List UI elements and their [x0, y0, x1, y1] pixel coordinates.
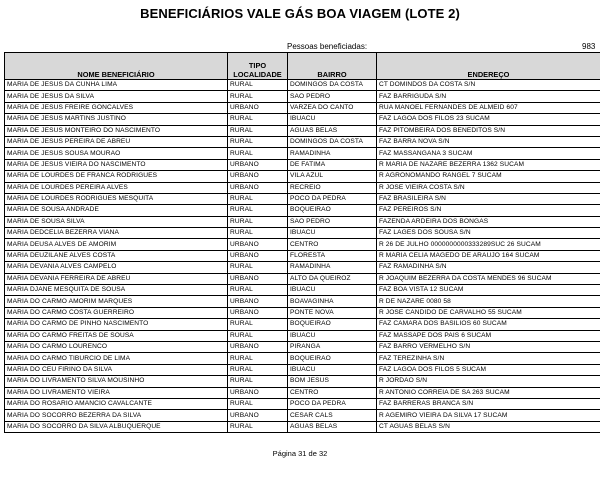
cell-neighborhood: BOM JESUS [288, 376, 377, 387]
cell-locality-type: URBANO [228, 182, 288, 193]
cell-address: R DE NAZARE 0080 58 [377, 296, 600, 307]
cell-name: MARIA DE SOUSA SILVA [5, 216, 228, 227]
cell-address: R JORDAO S/N [377, 376, 600, 387]
table-row [5, 398, 600, 409]
cell-address: CT DOMINDOS DA COSTA S/N [377, 80, 600, 91]
cell-name: MARIA DO CARMO FREITAS DE SOUSA [5, 330, 228, 341]
cell-neighborhood: DE FATIMA [288, 159, 377, 170]
table-row [5, 410, 600, 421]
cell-neighborhood: FLORESTA [288, 250, 377, 261]
table-row [5, 330, 600, 341]
cell-locality-type: RURAL [228, 421, 288, 432]
table-row [5, 421, 600, 432]
table-row [5, 273, 600, 284]
cell-address: FAZ MASSAPE DOS PAIS 6 SUCAM [377, 330, 600, 341]
table-row [5, 182, 600, 193]
cell-locality-type: RURAL [228, 193, 288, 204]
cell-neighborhood: BOQUEIRAO [288, 319, 377, 330]
cell-address: FAZ LAGOA DOS FILOS 5 SUCAM [377, 364, 600, 375]
cell-address: RUA MANOEL FERNANDES DE ALMEID 607 [377, 102, 600, 113]
cell-name: MARIA DE JESUS DA SILVA [5, 91, 228, 102]
table-row [5, 216, 600, 227]
cell-name: MARIA DEUZILANE ALVES COSTA [5, 250, 228, 261]
cell-name: MARIA DO LIVRAMENTO VIEIRA [5, 387, 228, 398]
cell-neighborhood: BOQUEIRAO [288, 353, 377, 364]
beneficiaries-table [4, 52, 600, 433]
cell-neighborhood: ALTO DA QUEIROZ [288, 273, 377, 284]
cell-address: FAZ TEREZINHA S/N [377, 353, 600, 364]
cell-address: FAZ BARRA NOVA S/N [377, 136, 600, 147]
table-row [5, 228, 600, 239]
cell-name: MARIA DO CARMO DE PINHO NASCIMENTO [5, 319, 228, 330]
cell-name: MARIA DO SOCORRO DA SILVA ALBUQUERQUE [5, 421, 228, 432]
cell-address: R 26 DE JULHO 0000000000333289SUC 26 SUCAM [377, 239, 600, 250]
cell-neighborhood: VILA AZUL [288, 171, 377, 182]
cell-address: R MARIA CELIA MAGEDO DE ARAUJO 164 SUCAM [377, 250, 600, 261]
cell-address: FAZ LAGES DOS SOUSA S/N [377, 228, 600, 239]
cell-address: FAZ MASSANGANA 3 SUCAM [377, 148, 600, 159]
cell-locality-type: RURAL [228, 91, 288, 102]
cell-name: MARIA DO CEU FIRINO DA SILVA [5, 364, 228, 375]
table-row [5, 239, 600, 250]
cell-neighborhood: BOQUEIRAO [288, 205, 377, 216]
cell-address: FAZ BARRERAS BRANCA S/N [377, 398, 600, 409]
cell-name: MARIA DO CARMO TIBURCIO DE LIMA [5, 353, 228, 364]
table-row [5, 262, 600, 273]
cell-name: MARIA DE LOURDES PEREIRA ALVES [5, 182, 228, 193]
page-title: BENEFICIÁRIOS VALE GÁS BOA VIAGEM (LOTE 2) [140, 6, 460, 21]
cell-locality-type: URBANO [228, 341, 288, 352]
table-row [5, 193, 600, 204]
cell-address: R JOSE CANDIDO DE CARVALHO 55 SUCAM [377, 307, 600, 318]
cell-address: FAZ PITOMBEIRA DOS BENEDITOS S/N [377, 125, 600, 136]
table-row [5, 148, 600, 159]
cell-neighborhood: POCO DA PEDRA [288, 193, 377, 204]
table-row [5, 102, 600, 113]
cell-locality-type: RURAL [228, 285, 288, 296]
cell-neighborhood: RAMADINHA [288, 148, 377, 159]
cell-name: MARIA DE JESUS SOUSA MOURAO [5, 148, 228, 159]
table-row [5, 285, 600, 296]
cell-neighborhood: SAO PEDRO [288, 216, 377, 227]
table-row [5, 341, 600, 352]
cell-address: FAZ RAMADINHA S/N [377, 262, 600, 273]
cell-address: CT AGUAS BELAS S/N [377, 421, 600, 432]
table-row [5, 125, 600, 136]
cell-neighborhood: VARZEA DO CANTO [288, 102, 377, 113]
cell-neighborhood: IBUACU [288, 285, 377, 296]
page-number: Página 31 de 32 [272, 449, 328, 458]
column-header-neighborhood: BAIRRO [288, 53, 377, 80]
cell-name: MARIA DEVANIA FERREIRA DE ABREU [5, 273, 228, 284]
cell-locality-type: URBANO [228, 307, 288, 318]
cell-address: R JOSE VIEIRA COSTA S/N [377, 182, 600, 193]
cell-name: MARIA DEVANIA ALVES CAMPELO [5, 262, 228, 273]
cell-locality-type: RURAL [228, 228, 288, 239]
cell-neighborhood: PONTE NOVA [288, 307, 377, 318]
cell-address: FAZ LAGOA DOS FILOS 23 SUCAM [377, 114, 600, 125]
cell-locality-type: RURAL [228, 262, 288, 273]
cell-locality-type: RURAL [228, 376, 288, 387]
cell-address: FAZ CAMARA DOS BASILIOS 60 SUCAM [377, 319, 600, 330]
cell-neighborhood: PIRANGA [288, 341, 377, 352]
cell-neighborhood: IBUACU [288, 330, 377, 341]
table-row [5, 114, 600, 125]
table-row [5, 387, 600, 398]
cell-address: R MARIA DE NAZARE BEZERRA 1362 SUCAM [377, 159, 600, 170]
cell-name: MARIA DE JESUS PEREIRA DE ABREU [5, 136, 228, 147]
table-row [5, 136, 600, 147]
cell-locality-type: URBANO [228, 410, 288, 421]
cell-neighborhood: DOMINGOS DA COSTA [288, 80, 377, 91]
cell-name: MARIA DEDCELIA BEZERRA VIANA [5, 228, 228, 239]
cell-locality-type: RURAL [228, 216, 288, 227]
table-header-row [5, 53, 600, 80]
cell-address: FAZ PEREIROS S/N [377, 205, 600, 216]
cell-locality-type: URBANO [228, 250, 288, 261]
table-row [5, 80, 600, 91]
cell-locality-type: RURAL [228, 364, 288, 375]
table-row [5, 307, 600, 318]
cell-name: MARIA DE JESUS MARTINS JUSTINO [5, 114, 228, 125]
cell-locality-type: URBANO [228, 102, 288, 113]
cell-neighborhood: AGUAS BELAS [288, 421, 377, 432]
cell-name: MARIA DO CARMO COSTA GUERREIRO [5, 307, 228, 318]
cell-neighborhood: DOMINGOS DA COSTA [288, 136, 377, 147]
cell-locality-type: URBANO [228, 239, 288, 250]
table-row [5, 376, 600, 387]
cell-name: MARIA DE JESUS VIEIRA DO NASCIMENTO [5, 159, 228, 170]
cell-locality-type: RURAL [228, 125, 288, 136]
cell-locality-type: RURAL [228, 205, 288, 216]
cell-neighborhood: AGUAS BELAS [288, 125, 377, 136]
cell-name: MARIA DE JESUS DA CUNHA LIMA [5, 80, 228, 91]
cell-address: R AGEMIRO VIEIRA DA SILVA 17 SUCAM [377, 410, 600, 421]
cell-name: MARIA DO LIVRAMENTO SILVA MOUSINHO [5, 376, 228, 387]
cell-locality-type: RURAL [228, 398, 288, 409]
cell-neighborhood: POCO DA PEDRA [288, 398, 377, 409]
cell-name: MARIA DO CARMO LOURENCO [5, 341, 228, 352]
cell-address: FAZ BOA VISTA 12 SUCAM [377, 285, 600, 296]
cell-neighborhood: BOAVAGINHA [288, 296, 377, 307]
cell-locality-type: URBANO [228, 159, 288, 170]
cell-name: MARIA DEUSA ALVES DE AMORIM [5, 239, 228, 250]
column-header-locality-type: TIPO LOCALIDADE [228, 53, 288, 80]
table-row [5, 353, 600, 364]
cell-address: FAZ BARRO VERMELHO S/N [377, 341, 600, 352]
beneficiaries-label: Pessoas beneficiadas: [287, 42, 368, 51]
cell-locality-type: URBANO [228, 273, 288, 284]
cell-name: MARIA DJANE MESQUITA DE SOUSA [5, 285, 228, 296]
cell-address: FAZ BRASILEIRA S/N [377, 193, 600, 204]
cell-locality-type: RURAL [228, 136, 288, 147]
cell-name: MARIA DE LOURDES RODRIGUES MESQUITA [5, 193, 228, 204]
cell-neighborhood: IBUACU [288, 228, 377, 239]
beneficiaries-count: 983 [582, 42, 596, 51]
column-header-name: NOME BENEFICIÁRIO [5, 53, 228, 80]
table-row [5, 296, 600, 307]
table-row [5, 319, 600, 330]
cell-name: MARIA DO CARMO AMORIM MARQUES [5, 296, 228, 307]
table-row [5, 205, 600, 216]
cell-locality-type: RURAL [228, 330, 288, 341]
cell-name: MARIA DE JESUS FREIRE GONCALVES [5, 102, 228, 113]
cell-name: MARIA DO SOCORRO BEZERRA DA SILVA [5, 410, 228, 421]
cell-address: R ANTONIO CORREIA DE SA 263 SUCAM [377, 387, 600, 398]
cell-locality-type: RURAL [228, 148, 288, 159]
cell-locality-type: URBANO [228, 296, 288, 307]
cell-neighborhood: IBUACU [288, 114, 377, 125]
cell-name: MARIA DO ROSARIO AMANCIO CAVALCANTE [5, 398, 228, 409]
cell-locality-type: URBANO [228, 171, 288, 182]
table-row [5, 171, 600, 182]
cell-neighborhood: CENTRO [288, 387, 377, 398]
beneficiaries-summary [0, 42, 600, 52]
cell-address: R AGRONOMANDO RANGEL 7 SUCAM [377, 171, 600, 182]
cell-neighborhood: CENTRO [288, 239, 377, 250]
cell-neighborhood: RECREIO [288, 182, 377, 193]
cell-locality-type: URBANO [228, 387, 288, 398]
cell-locality-type: RURAL [228, 319, 288, 330]
cell-name: MARIA DE LOURDES DE FRANCA RODRIGUES [5, 171, 228, 182]
table-row [5, 250, 600, 261]
cell-neighborhood: CESAR CALS [288, 410, 377, 421]
cell-address: R JOAQUIM BEZERRA DA COSTA MENDES 96 SUCAM [377, 273, 600, 284]
cell-name: MARIA DE JESUS MONTEIRO DO NASCIMENTO [5, 125, 228, 136]
cell-locality-type: RURAL [228, 80, 288, 91]
cell-address: FAZENDA ARDEIRA DOS BONGAS [377, 216, 600, 227]
cell-address: FAZ BARRIGUDA S/N [377, 91, 600, 102]
column-header-address: ENDEREÇO [377, 53, 600, 80]
table-row [5, 364, 600, 375]
cell-neighborhood: RAMADINHA [288, 262, 377, 273]
cell-locality-type: RURAL [228, 114, 288, 125]
cell-neighborhood: IBUACU [288, 364, 377, 375]
cell-name: MARIA DE SOUSA ANDRADE [5, 205, 228, 216]
table-row [5, 91, 600, 102]
cell-neighborhood: SAO PEDRO [288, 91, 377, 102]
table-row [5, 159, 600, 170]
cell-locality-type: RURAL [228, 353, 288, 364]
